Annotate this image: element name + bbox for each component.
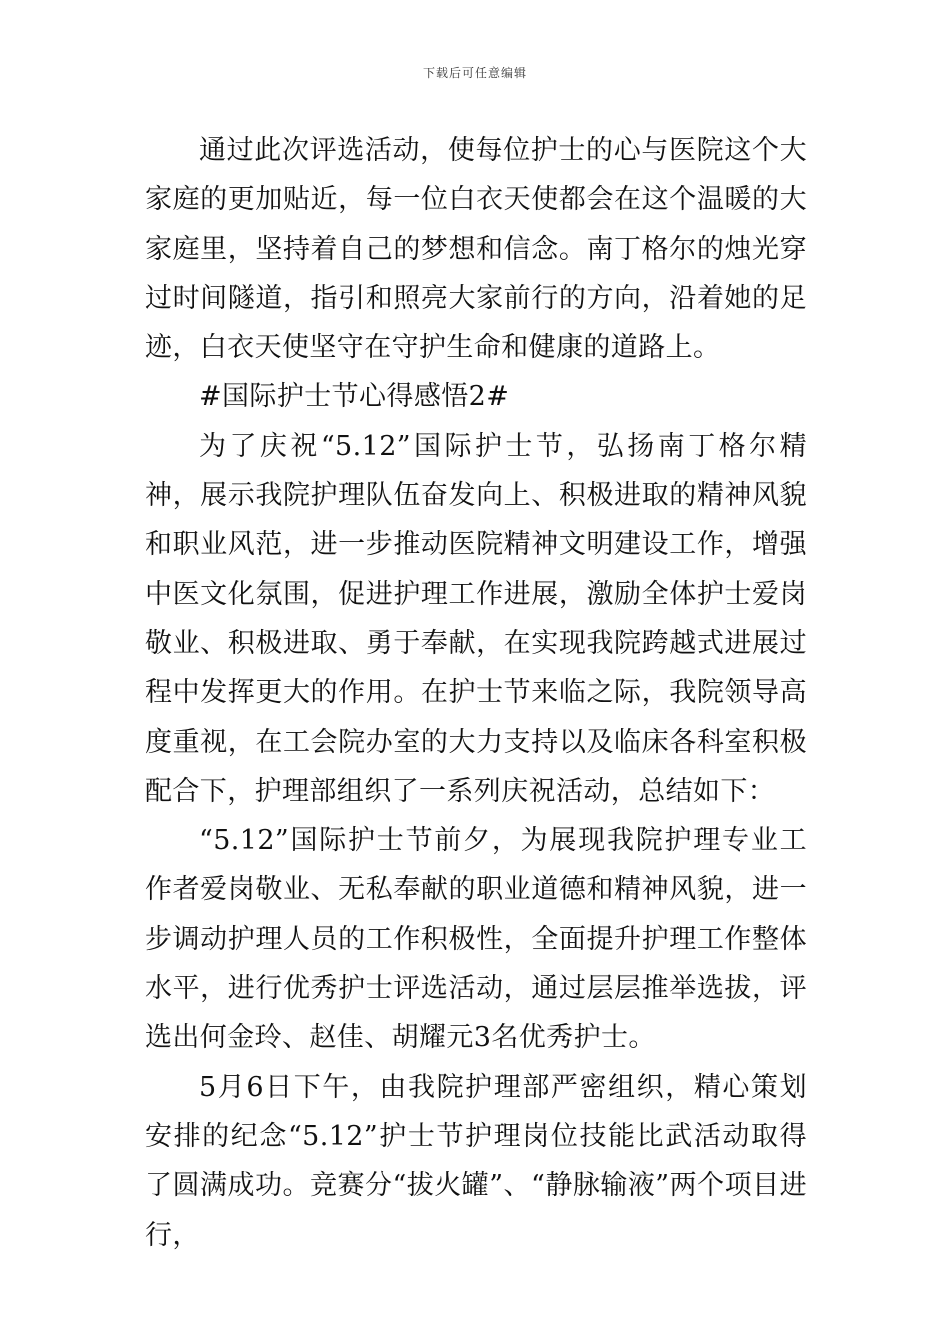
paragraph: 5月6日下午，由我院护理部严密组织，精心策划安排的纪念“5.12”护士节护理岗位技能比武活动取得了圆满成功。竞赛分“拔火罐”、“静脉输液”两个项目进行， <box>145 1071 807 1251</box>
document-body <box>145 126 807 1260</box>
section-heading: #国际护士节心得感悟2# <box>199 381 510 413</box>
paragraph: 为了庆祝“5.12”国际护士节，弘扬南丁格尔精神，展示我院护理队伍奋发向上、积极进取的精神风貌和职业风范，进一步推动医院精神文明建设工作，增强中医文化氛围，促进护理工作进展，激励全体护士爱岗敬业、积极进取、勇于奉献，在实现我院跨越式进展过程中发挥更大的作用。在护士节来临之际，我院领导高度重视，在工会院办室的大力支持以及临床各科室积极配合下，护理部组织了一系列庆祝活动，总结如下： <box>145 430 807 807</box>
header-note: 下载后可任意编辑 <box>422 66 527 80</box>
paragraph: 通过此次评选活动，使每位护士的心与医院这个大家庭的更加贴近，每一位白衣天使都会在这个温暖的大家庭里，坚持着自己的梦想和信念。南丁格尔的烛光穿过时间隧道，指引和照亮大家前行的方向，沿着她的足迹，白衣天使坚守在守护生命和健康的道路上。 <box>145 135 807 364</box>
paragraph: “5.12”国际护士节前夕，为展现我院护理专业工作者爱岗敬业、无私奉献的职业道德和精神风貌，进一步调动护理人员的工作积极性，全面提升护理工作整体水平，进行优秀护士评选活动，通过层层推举选拔，评选出何金玲、赵佳、胡耀元3名优秀护士。 <box>145 825 807 1054</box>
